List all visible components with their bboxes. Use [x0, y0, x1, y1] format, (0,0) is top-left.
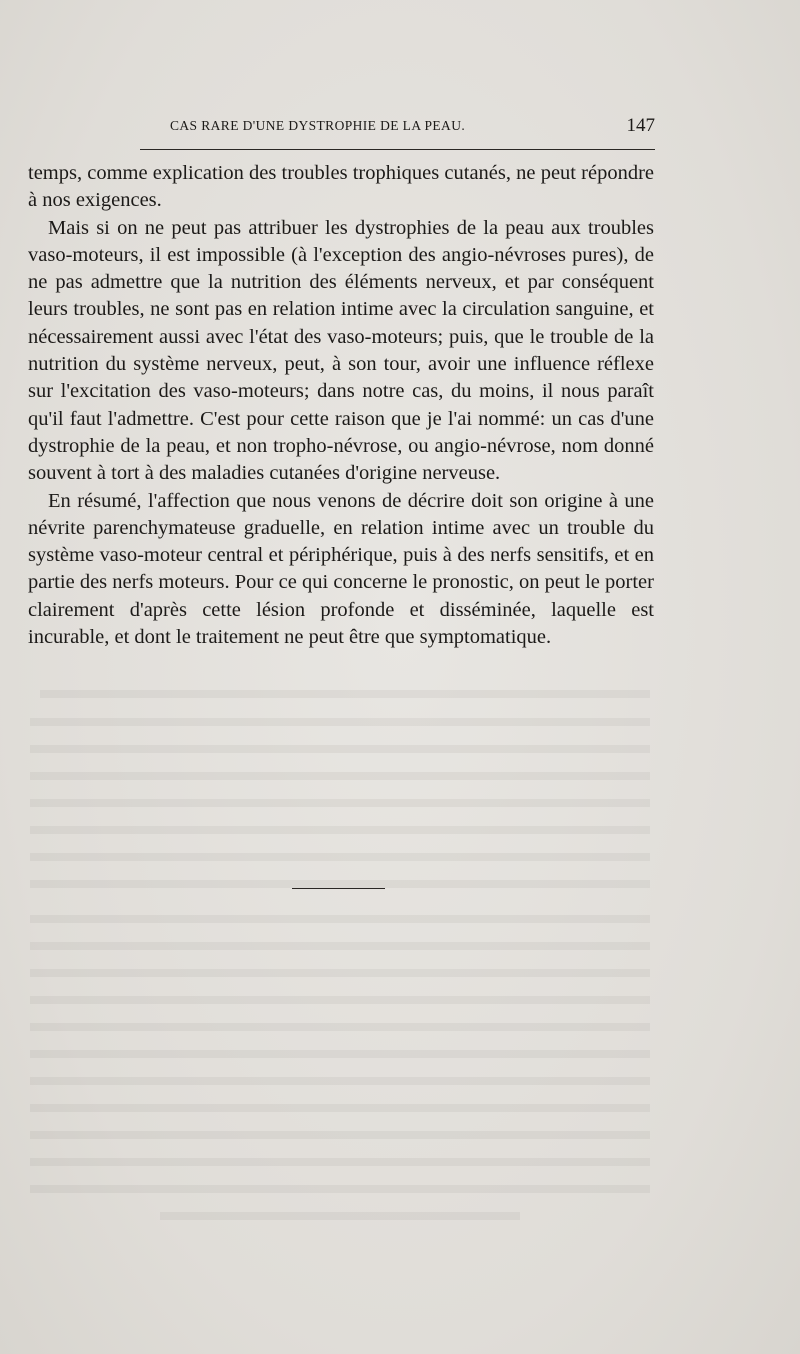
- header-rule: [140, 149, 655, 150]
- paragraph: En résumé, l'affection que nous venons de décrire doit son origine à une névrite parenchymateuse graduelle, en relation intime avec un trouble du système vaso-moteur central et périphérique, puis à des nerfs sensitifs, et en partie des nerfs moteurs. Pour ce qui concerne le pronostic, on peut le porter clairement d'après cette lésion profonde et disséminée, laquelle est incurable, et dont le traitement ne peut être que symptomatique.: [28, 489, 654, 649]
- page-header: [140, 115, 655, 140]
- body-text: [28, 160, 654, 651]
- paragraph: temps, comme explication des troubles trophiques cutanés, ne peut répondre à nos exigences.: [28, 162, 654, 212]
- closing-rule: [292, 888, 385, 889]
- running-head: CAS RARE D'UNE DYSTROPHIE DE LA PEAU.: [170, 118, 466, 133]
- page-number: 147: [626, 115, 655, 136]
- paragraph: Mais si on ne peut pas attribuer les dystrophies de la peau aux troubles vaso-moteurs, il est impossible (à l'exception des angio-névroses pures), de ne pas admettre que la nutrition des éléments nerveux, et par conséquent leurs troubles, ne sont pas en relation intime avec la circulation sanguine, et nécessairement aussi avec l'état des vaso-moteurs; puis, que le trouble de la nutrition du système nerveux, peut, à son tour, avoir une influence réflexe sur l'excitation des vaso-moteurs; dans notre cas, du moins, il nous paraît qu'il faut l'admettre. C'est pour cette raison que je l'ai nommé: un cas d'une dystrophie de la peau, et non tropho-névrose, ou angio-névrose, nom donné souvent à tort à des maladies cutanées d'origine nerveuse.: [28, 216, 654, 485]
